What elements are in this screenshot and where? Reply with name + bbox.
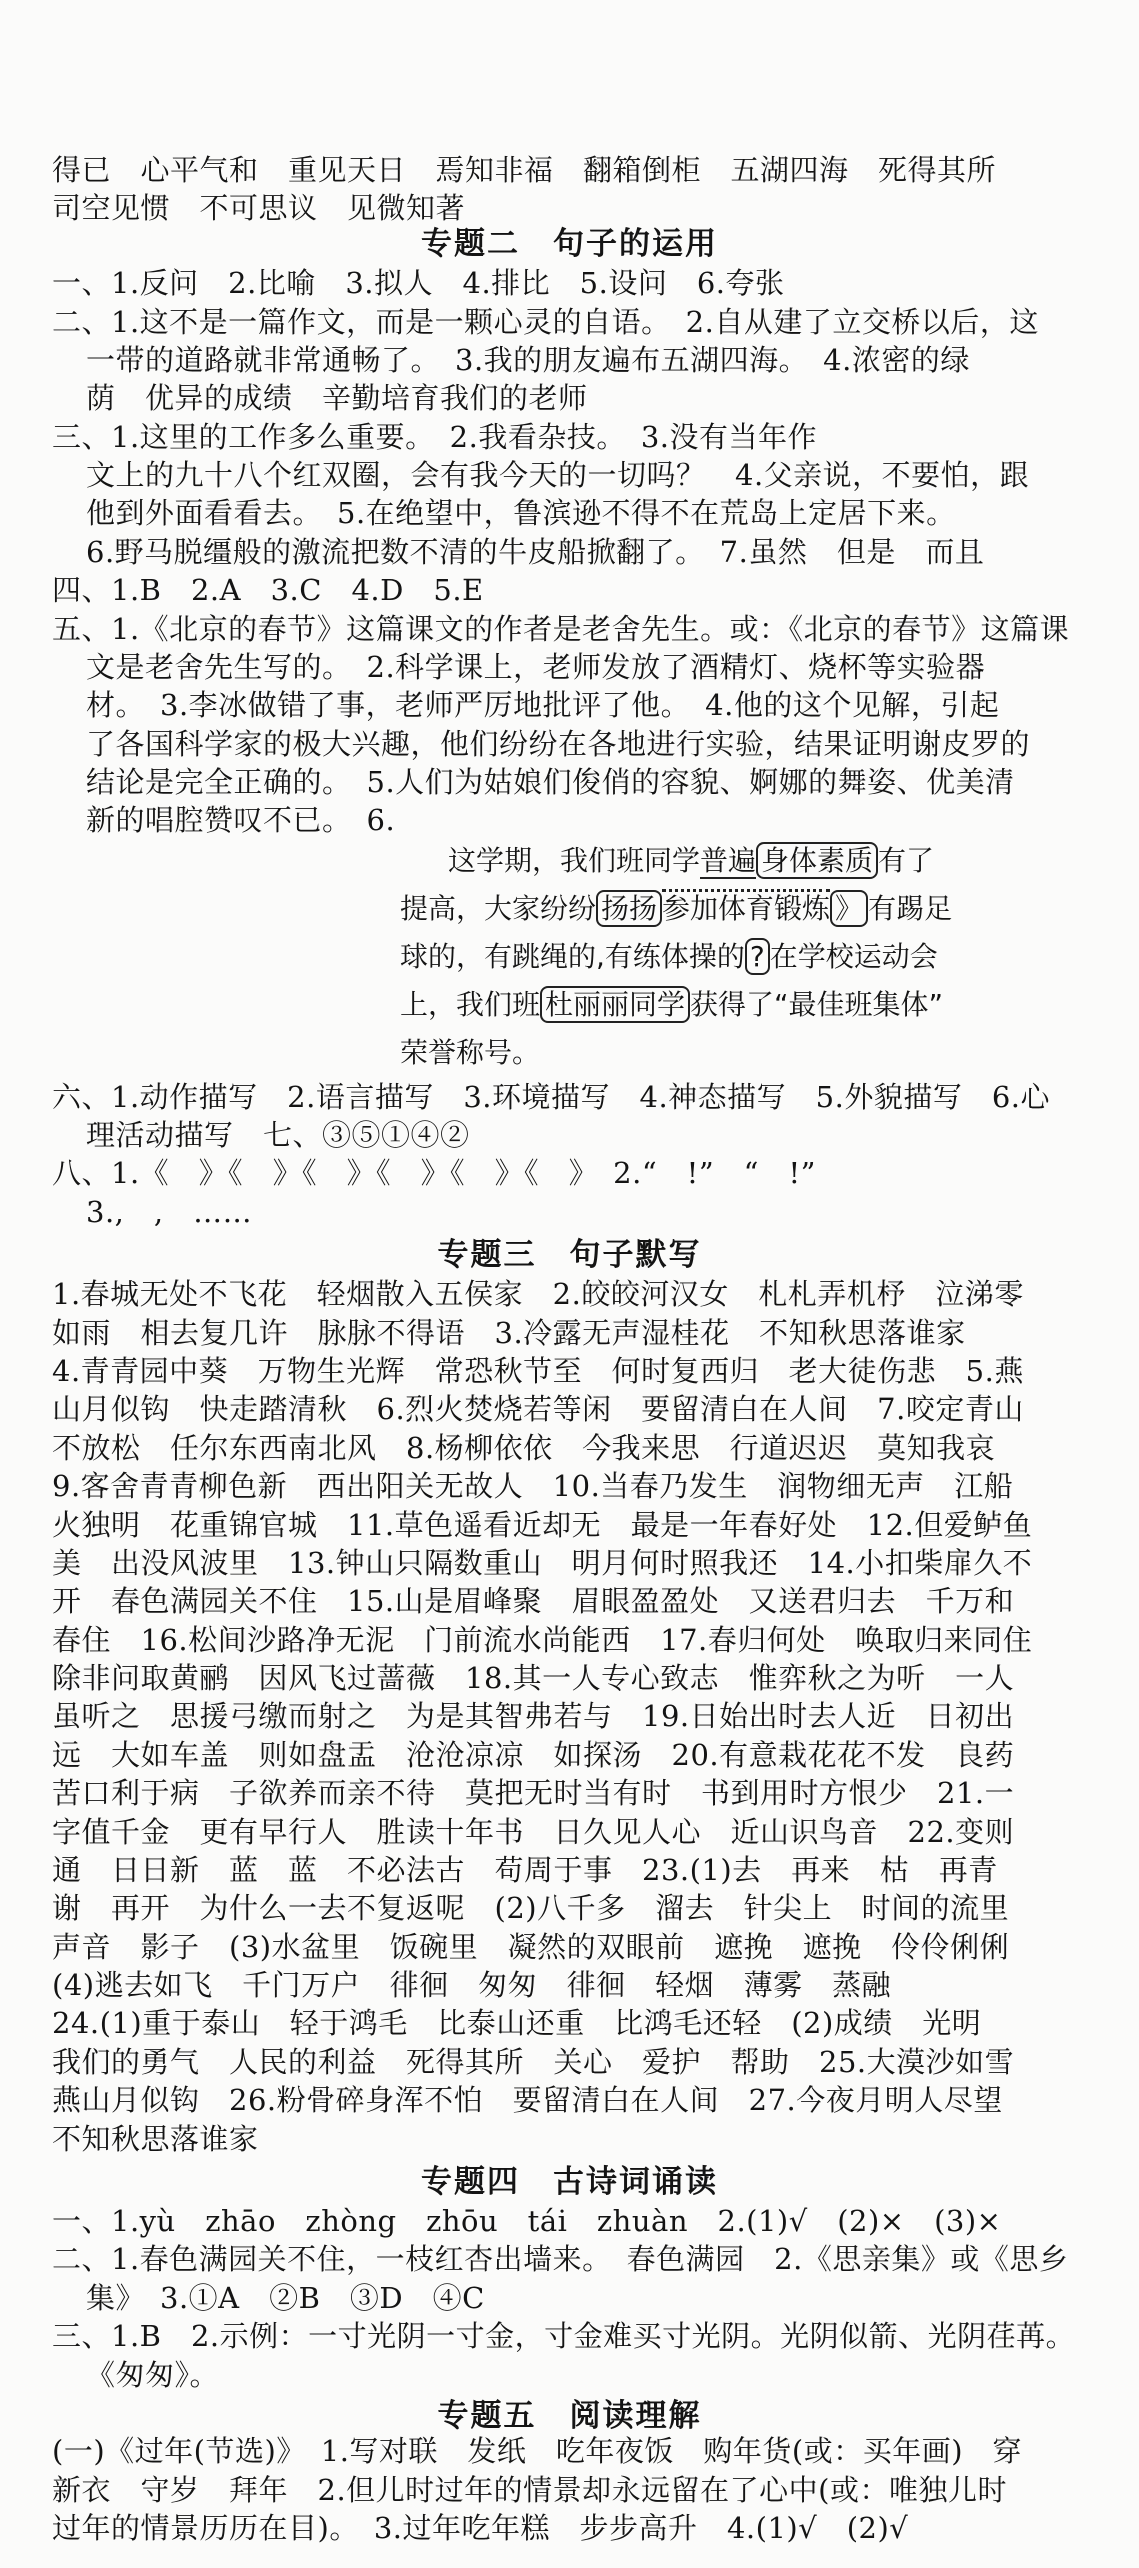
text-line: 得已 心平气和 重见天日 焉知非福 翻箱倒柜 五湖四海 死得其所 <box>52 153 997 187</box>
text-line: 远 大如车盖 则如盘盂 沧沧凉凉 如探汤 20.有意栽花花不发 良药 <box>52 1737 1015 1772</box>
text-line: 他到外面看看去。 5.在绝望中，鲁滨逊不得不在荒岛上定居下来。 <box>86 496 956 531</box>
proofread-line <box>400 985 1090 1025</box>
proofread-text: 荣誉称号。 <box>400 1035 541 1069</box>
text-line: 《匆匆》。 <box>86 2357 220 2392</box>
text-line: 结论是完全正确的。 5.人们为姑娘们俊俏的容貌、婀娜的舞姿、优美清 <box>86 765 1015 800</box>
text-line: (一)《过年(节选)》 1.写对联 发纸 吃年夜饭 购年货(或：买年画) 穿 <box>52 2434 1023 2469</box>
text-line: 山月似钩 快走踏清秋 6.烈火焚烧若等闲 要留清白在人间 7.咬定青山 <box>52 1392 1024 1427</box>
text-line: 燕山月似钩 26.粉骨碎身浑不怕 要留清白在人间 27.今夜月明人尽望 <box>52 2083 1003 2118</box>
text-line: 一、1.反问 2.比喻 3.拟人 4.排比 5.设问 6.夸张 <box>52 266 785 301</box>
proofread-box: 身体素质 <box>756 842 878 879</box>
text-line: 三、1.B 2.示例：一寸光阴一寸金，寸金难买寸光阴。光阴似箭、光阴荏苒。 <box>52 2319 1076 2354</box>
proofread-text: 上，我们班 <box>400 987 541 1021</box>
text-line: 四、1.B 2.A 3.C 4.D 5.E <box>52 573 484 608</box>
proofread-text: 有了 <box>878 843 935 877</box>
proofread-box: 》 <box>830 890 868 927</box>
text-line: 理活动描写 七、③⑤①④② <box>86 1118 470 1153</box>
text-line: 二、1.这不是一篇作文，而是一颗心灵的自语。 2.自从建了立交桥以后，这 <box>52 304 1039 339</box>
text-line: 过年的情景历历在目)。 3.过年吃年糕 步步高升 4.(1)√ (2)√ <box>52 2511 909 2545</box>
proofread-dotted: 参加体育锻炼 <box>662 889 830 925</box>
proofread-text: 在学校运动会 <box>769 939 938 973</box>
text-line: 六、1.动作描写 2.语言描写 3.环境描写 4.神态描写 5.外貌描写 6.心 <box>52 1079 1051 1114</box>
text-line: 通 日日新 蓝 蓝 不必法古 苟周于事 23.(1)去 再来 枯 再青 <box>52 1852 998 1887</box>
text-line: 集》 3.①A ②B ③D ④C <box>86 2280 485 2315</box>
text-line: 五、1.《北京的春节》这篇课文的作者是老舍先生。或：《北京的春节》这篇课 <box>52 611 1070 646</box>
text-line: 材。 3.李冰做错了事，老师严厉地批评了他。 4.他的这个见解，引起 <box>86 688 1000 723</box>
proofread-box: ? <box>745 938 770 975</box>
text-line: 新的唱腔赞叹不已。 6. <box>86 803 396 838</box>
text-line: 火独明 花重锦官城 11.草色遥看近却无 最是一年春好处 12.但爱鲈鱼 <box>52 1507 1033 1542</box>
text-line: 9.客舍青青柳色新 西出阳关无故人 10.当春乃发生 润物细无声 江船 <box>52 1469 1014 1504</box>
text-line: 除非问取黄鹂 因风飞过蔷薇 18.其一人专心致志 惟弈秋之为听 一人 <box>52 1661 1015 1696</box>
text-line: 字值千金 更有早行人 胜读十年书 日久见人心 近山识鸟音 22.变则 <box>52 1814 1015 1849</box>
proofread-text: 提高，大家纷纷 <box>400 891 597 925</box>
text-line: 不知秋思落谁家 <box>52 2121 259 2156</box>
text-line: 荫 优异的成绩 辛勤培育我们的老师 <box>86 381 588 416</box>
proofread-text: 有踢足 <box>868 891 953 925</box>
text-line: 文上的九十八个红双圈，会有我今天的一切吗？ 4.父亲说，不要怕，跟 <box>86 458 1030 493</box>
section-title: 专题四 古诗词诵读 <box>421 2163 718 2200</box>
text-line: 谢 再开 为什么一去不复返呢 (2)八千多 溜去 针尖上 时间的流里 <box>52 1891 1010 1926</box>
proofread-line <box>448 841 1138 881</box>
text-line: 虽听之 思援弓缴而射之 为是其智弗若与 19.日始出时去人近 日初出 <box>52 1699 1015 1734</box>
text-line: 3., , …… <box>86 1194 253 1229</box>
text-line: 如雨 相去复几许 脉脉不得语 3.冷露无声湿桂花 不知秋思落谁家 <box>52 1315 966 1350</box>
text-line: (4)逃去如飞 千门万户 徘徊 匆匆 徘徊 轻烟 薄雾 蒸融 <box>52 1968 892 2003</box>
proofread-line <box>400 889 1090 929</box>
text-line: 4.青青园中葵 万物生光辉 常恐秋节至 何时复西归 老大徒伤悲 5.燕 <box>52 1354 1024 1389</box>
section-title: 专题三 句子默写 <box>437 1237 702 1274</box>
text-line: 春住 16.松间沙路净无泥 门前流水尚能西 17.春归何处 唤取归来同住 <box>52 1622 1033 1657</box>
proofread-line <box>400 937 1090 977</box>
text-line: 八、1.《 》《 》《 》《 》《 》《 》 2.“ !” “ !” <box>52 1156 816 1191</box>
proofread-text: 这学期，我们班同学 <box>448 843 701 877</box>
proofread-underline: 普遍 <box>700 843 757 877</box>
text-line: 6.野马脱缰般的激流把数不清的牛皮船掀翻了。 7.虽然 但是 而且 <box>86 534 985 569</box>
text-line: 不放松 任尔东西南北风 8.杨柳依依 今我来思 行道迟迟 莫知我哀 <box>52 1430 996 1465</box>
text-line: 我们的勇气 人民的利益 死得其所 关心 爱护 帮助 25.大漠沙如雪 <box>52 2044 1015 2079</box>
text-line: 美 出没风波里 13.钟山只隔数重山 明月何时照我还 14.小扣柴扉久不 <box>52 1545 1033 1580</box>
text-line: 三、1.这里的工作多么重要。 2.我看杂技。 3.没有当年作 <box>52 419 818 454</box>
section-title: 专题二 句子的运用 <box>421 225 718 262</box>
proofread-text: 球的，有跳绳的,有练体操的 <box>400 939 745 973</box>
text-line: 二、1.春色满园关不住，一枝红杏出墙来。 春色满园 2.《思亲集》或《思乡 <box>52 2242 1069 2277</box>
proofread-line <box>400 1033 1090 1073</box>
text-line: 了各国科学家的极大兴趣，他们纷纷在各地进行实验，结果证明谢皮罗的 <box>86 726 1031 761</box>
proofread-text: 获得了“最佳班集体” <box>690 987 944 1021</box>
text-line: 一、1.yù zhāo zhòng zhōu tái zhuàn 2.(1)√ (2)× (3)× <box>52 2204 1002 2239</box>
text-line: 新衣 守岁 拜年 2.但儿时过年的情景却永远留在了心中(或：唯独儿时 <box>52 2472 1007 2507</box>
text-line: 1.春城无处不飞花 轻烟散入五侯家 2.皎皎河汉女 札札弄机杼 泣涕零 <box>52 1277 1024 1312</box>
text-line: 声音 影子 (3)水盆里 饭碗里 凝然的双眼前 遮挽 遮挽 伶伶俐俐 <box>52 1929 1010 1964</box>
proofread-box: 杜丽丽同学 <box>540 986 690 1023</box>
section-title: 专题五 阅读理解 <box>437 2397 702 2434</box>
text-line: 文是老舍先生写的。 2.科学课上，老师发放了酒精灯、烧杯等实验器 <box>86 649 986 684</box>
proofread-box: 扬扬 <box>596 890 662 927</box>
text-line: 24.(1)重于泰山 轻于鸿毛 比泰山还重 比鸿毛还轻 (2)成绩 光明 <box>52 2006 982 2041</box>
text-line: 司空见惯 不可思议 见微知著 <box>52 191 466 226</box>
text-line: 苦口利于病 子欲养而亲不待 莫把无时当有时 书到用时方恨少 21.一 <box>52 1776 1015 1811</box>
text-line: 一带的道路就非常通畅了。 3.我的朋友遍布五湖四海。 4.浓密的绿 <box>86 342 970 377</box>
text-line: 开 春色满园关不住 15.山是眉峰聚 眉眼盈盈处 又送君归去 千万和 <box>52 1584 1015 1619</box>
